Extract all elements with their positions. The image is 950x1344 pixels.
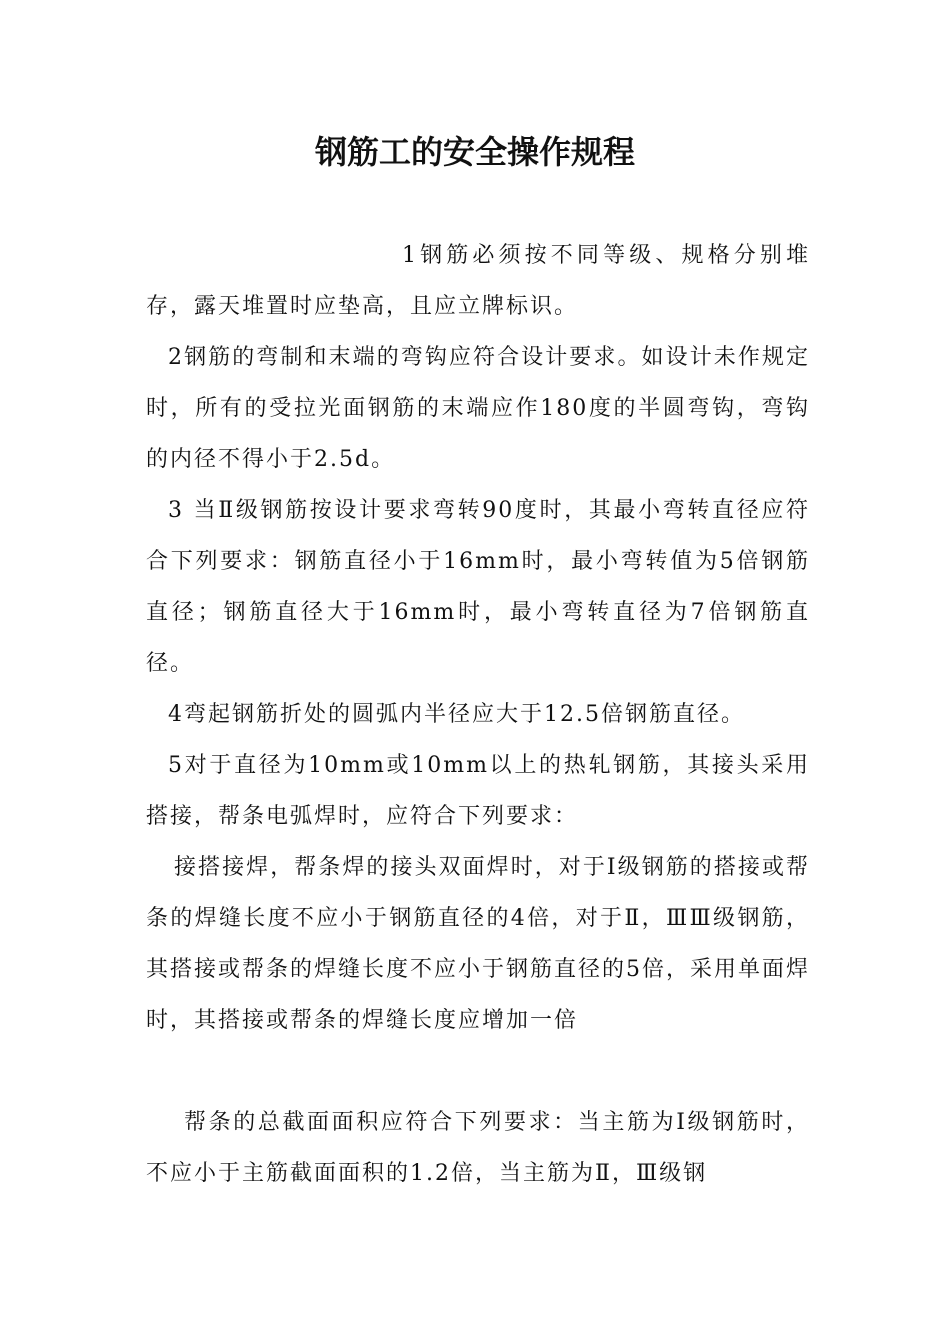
paragraph-6: 接搭接焊，帮条焊的接头双面焊时，对于Ⅰ级钢筋的搭接或帮条的焊缝长度不应小于钢筋直径的4倍，对于Ⅱ，ⅢⅢ级钢筋，其搭接或帮条的焊缝长度不应小于钢筋直径的5倍，采用单面焊时，其搭接或帮条的焊缝长度应增加一倍 [146, 855, 810, 1033]
paragraph-5: 5对于直径为10mm或10mm以上的热轧钢筋，其接头采用搭接，帮条电弧焊时，应符合下列要求： [146, 753, 810, 829]
paragraph-7: 帮条的总截面面积应符合下列要求：当主筋为Ⅰ级钢筋时，不应小于主筋截面面积的1.2倍，当主筋为Ⅱ，Ⅲ级钢 [146, 1110, 810, 1186]
paragraph-4: 4弯起钢筋折处的圆弧内半径应大于12.5倍钢筋直径。 [168, 702, 745, 727]
document-body [146, 230, 810, 1199]
document-title: 钢筋工的安全操作规程 [314, 133, 635, 171]
paragraph-1: 1钢筋必须按不同等级、规格分别堆存，露天堆置时应垫高，且应立牌标识。 [146, 243, 810, 319]
paragraph-2: 2钢筋的弯制和末端的弯钩应符合设计要求。如设计未作规定时，所有的受拉光面钢筋的末端应作180度的半圆弯钩，弯钩的内径不得小于2.5d。 [146, 345, 810, 472]
paragraph-3: 3 当Ⅱ级钢筋按设计要求弯转90度时，其最小弯转直径应符合下列要求：钢筋直径小于16mm时，最小弯转值为5倍钢筋直径；钢筋直径大于16mm时，最小弯转直径为7倍钢筋直径。 [146, 498, 810, 676]
